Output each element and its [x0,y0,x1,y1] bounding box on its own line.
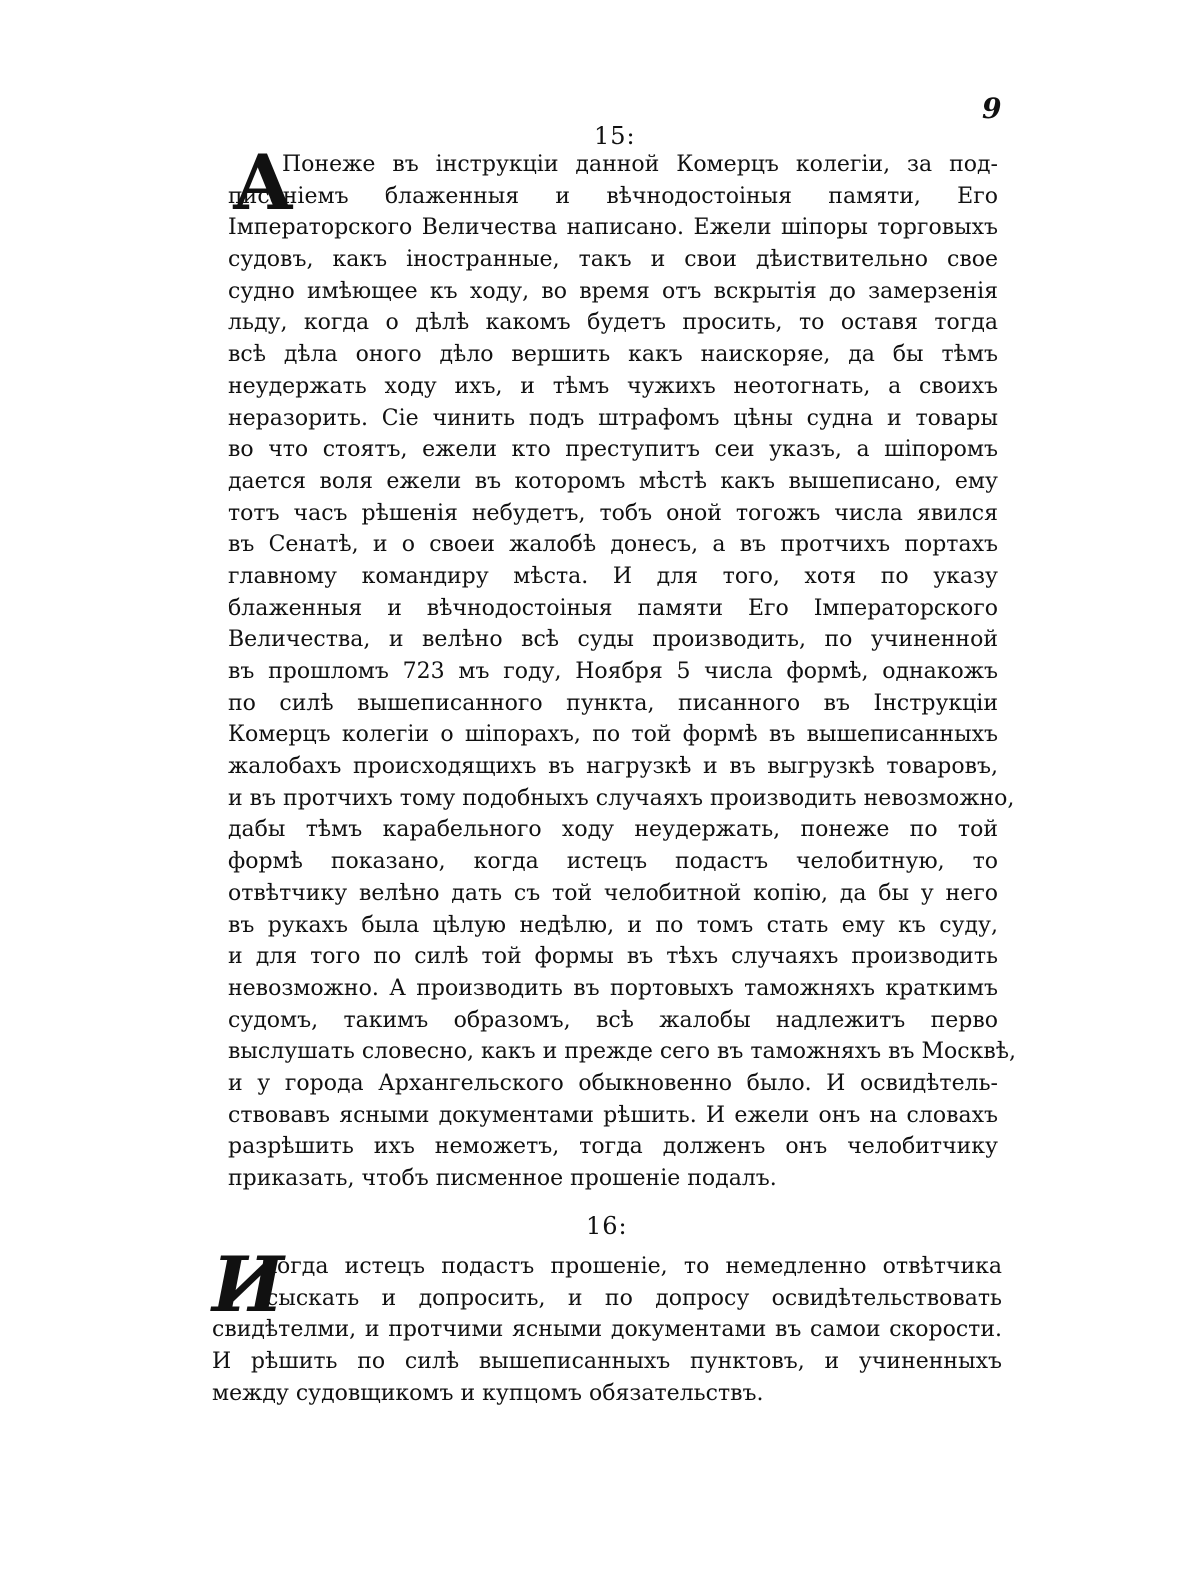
text-line: и для того по силѣ той формы въ тѣхъ случаяхъ производить [228,944,998,970]
text-line: сыскать и допросить, и по допросу освидѣтельствовать [266,1285,1002,1311]
text-line: между судовщикомъ и купцомъ обязательствъ. [212,1380,764,1406]
text-line: блаженныя и вѣчнодостоіныя памяти Его Імператорского [228,595,998,621]
text-line: выслушать словесно, какъ и прежде сего въ таможняхъ въ Москвѣ, [228,1039,1017,1065]
text-line: свидѣтелми, и протчими ясными документами въ самои скорости. [212,1317,1002,1343]
text-line: въ рукахъ была цѣлую недѣлю, и по томъ стать ему къ суду, [228,912,998,938]
text-line: тотъ часъ рѣшенія небудетъ, тобъ оной тогожъ числа явился [228,500,998,526]
text-line: разрѣшить ихъ неможетъ, тогда долженъ онъ челобитчику [228,1134,998,1160]
text-line: всѣ дѣла оного дѣло вершить какъ наискоряе, да бы тѣмъ [228,342,998,368]
text-line: по силѣ вышеписанного пункта, писанного въ Інструкціи [228,690,998,716]
text-line: и у города Архангельского обыкновенно было. И освидѣтель- [228,1070,998,1096]
text-line: невозможно. А производить въ портовыхъ таможняхъ краткимъ [228,975,998,1001]
text-line: писаніемъ блаженныя и вѣчнодостоіныя памяти, Его [228,183,998,209]
text-line: главному командиру мѣста. И для того, хотя по указу [228,563,998,589]
text-line: Величества, и велѣно всѣ суды производить, по учиненной [228,627,998,653]
text-line: неразорить. Сіе чинить подъ штрафомъ цѣны судна и товары [228,405,998,431]
text-line: Комерцъ колегіи о шіпорахъ, по той формѣ въ вышеписанныхъ [228,722,998,748]
section-15-paragraph [228,138,1017,1195]
text-line: Понеже въ інструкціи данной Комерцъ колегіи, за под- [282,152,998,177]
text-line: отвѣтчику велѣно дать съ той челобитной копію, да бы у него [228,880,998,906]
text-line: формѣ показано, когда истецъ подастъ челобитную, то [228,849,998,875]
text-line: въ Сенатѣ, и о своеи жалобѣ донесъ, а въ протчихъ портахъ [228,532,998,558]
text-line: во что стоятъ, ежели кто преступитъ сеи указъ, а шіпоромъ [228,437,998,463]
page-number: 9 [982,92,1002,125]
section-number-15: 15: [594,122,636,150]
text-line: льду, когда о дѣлѣ какомъ будетъ просить, то оставя тогда [228,310,998,336]
text-line: и въ протчихъ тому подобныхъ случаяхъ производить невозможно, [228,785,1015,811]
text-line: Когда истецъ подастъ прошеніе, то немедленно отвѣтчика [260,1254,1002,1279]
text-line: жалобахъ происходящихъ въ нагрузкѣ и въ выгрузкѣ товаровъ, [228,754,998,780]
text-line: судовъ, какъ іностранные, такъ и свои дѣиствительно свое [228,247,998,273]
text-line: приказать, чтобъ писменное прошеніе подалъ. [228,1166,777,1191]
text-line: дается воля ежели въ которомъ мѣстѣ какъ вышеписано, ему [228,468,998,494]
text-line: судомъ, такимъ образомъ, всѣ жалобы надлежитъ перво [228,1007,998,1033]
section-number-16: 16: [586,1212,628,1240]
text-line: ствовавъ ясными документами рѣшить. И ежели онъ на словахъ [228,1102,998,1128]
text-line: въ прошломъ 723 мъ году, Ноября 5 числа формѣ, однакожъ [228,659,998,684]
text-line: Імператорского Величества написано. Ежели шіпоры торговыхъ [228,215,998,241]
text-line: неудержать ходу ихъ, и тѣмъ чужихъ неотогнать, а своихъ [228,373,998,399]
section-16-paragraph [212,1240,1002,1409]
text-line: И рѣшить по силѣ вышеписанныхъ пунктовъ, и учиненныхъ [212,1349,1002,1375]
dropcap-15: А [232,138,294,227]
text-line: дабы тѣмъ карабельного ходу неудержать, понеже по той [228,817,998,843]
text-line: судно имѣющее къ ходу, во время отъ вскрытія до замерзенія [228,278,998,304]
dropcap-16: И [212,1240,284,1329]
